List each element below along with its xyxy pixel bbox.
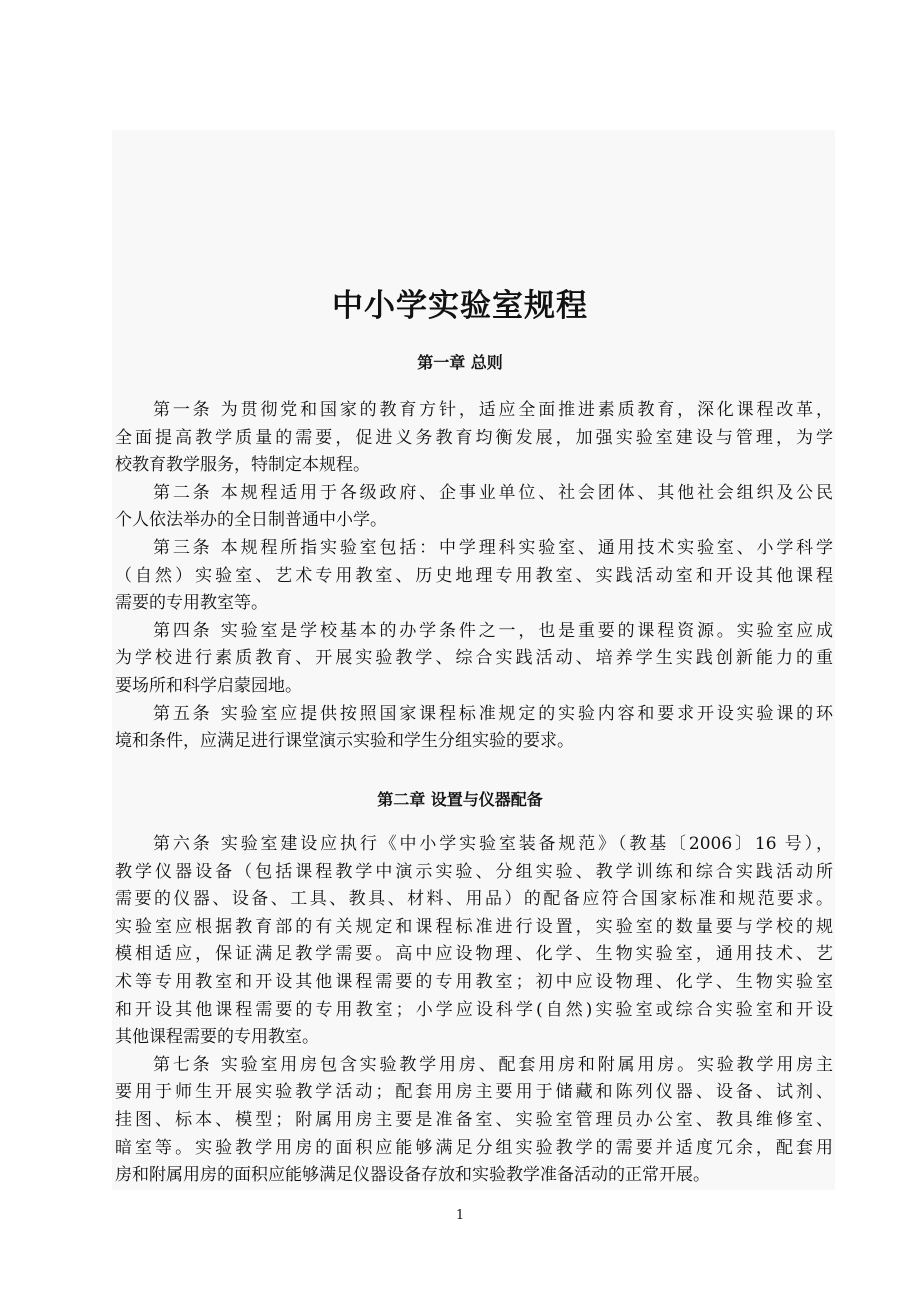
text-line: 第三条 本规程所指实验室包括：中学理科实验室、通用技术实验室、小学科学	[153, 537, 833, 558]
text-line: 术等专用教室和开设其他课程需要的专用教室；初中应设物理、化学、生物实验室	[115, 971, 833, 992]
page-number: 1	[455, 1208, 465, 1223]
text-line: 个人依法举办的全日制普通中小学。	[115, 510, 387, 531]
chapter-1-heading: 第一章 总则	[417, 353, 503, 372]
article-paragraph	[115, 1052, 833, 1190]
text-line: 第七条 实验室用房包含实验教学用房、配套用房和附属用房。实验教学用房主	[153, 1054, 833, 1075]
text-line: 境和条件，应满足进行课堂演示实验和学生分组实验的要求。	[115, 731, 574, 752]
text-line: 第六条 实验室建设应执行《中小学实验室装备规范》（教基〔2006〕16 号），	[153, 834, 833, 854]
text-line: 第二条 本规程适用于各级政府、企事业单位、社会团体、其他社会组织及公民	[153, 482, 833, 503]
text-line: 教学仪器设备（包括课程教学中演示实验、分组实验、教学训练和综合实践活动所	[115, 861, 833, 882]
article-paragraph	[115, 701, 833, 756]
text-line: 为学校进行素质教育、开展实验教学、综合实践活动、培养学生实践创新能力的重	[115, 648, 833, 669]
text-line: 暗室等。实验教学用房的面积应能够满足分组实验教学的需要并适度冗余，配套用	[115, 1137, 833, 1158]
text-line: 实验室应根据教育部的有关规定和课程标准进行设置，实验室的数量要与学校的规	[115, 916, 833, 937]
chapter-2-heading: 第二章 设置与仪器配备	[377, 790, 543, 809]
text-line: 要场所和科学启蒙园地。	[115, 675, 302, 696]
text-line: 其他课程需要的专用教室。	[115, 1027, 319, 1048]
article-paragraph	[115, 397, 833, 480]
article-paragraph	[115, 535, 833, 618]
text-line: （自然）实验室、艺术专用教室、历史地理专用教室、实践活动室和开设其他课程	[115, 565, 833, 586]
text-line: 全面提高教学质量的需要，促进义务教育均衡发展，加强实验室建设与管理，为学	[115, 427, 833, 448]
text-line: 挂图、标本、模型；附属用房主要是准备室、实验室管理员办公室、教具维修室、	[115, 1109, 833, 1130]
text-line: 校教育教学服务，特制定本规程。	[115, 455, 370, 476]
text-line: 需要的专用教室等。	[115, 593, 268, 614]
text-line: 第一条 为贯彻党和国家的教育方针，适应全面推进素质教育，深化课程改革，	[153, 400, 833, 420]
article-paragraph	[115, 480, 833, 535]
text-line: 和开设其他课程需要的专用教室；小学应设科学(自然)实验室或综合实验室和开设	[115, 999, 833, 1020]
chapter-2-body	[115, 831, 833, 1190]
article-paragraph	[115, 618, 833, 701]
text-line: 第五条 实验室应提供按照国家课程标准规定的实验内容和要求开设实验课的环	[153, 703, 833, 724]
text-line: 房和附属用房的面积应能够满足仪器设备存放和实验教学准备活动的正常开展。	[115, 1165, 710, 1186]
text-line: 要用于师生开展实验教学活动；配套用房主要用于储藏和陈列仪器、设备、试剂、	[115, 1082, 833, 1103]
chapter-1-body	[115, 397, 833, 756]
article-paragraph	[115, 831, 833, 1052]
text-line: 需要的仪器、设备、工具、教具、材料、用品）的配备应符合国家标准和规范要求。	[115, 889, 833, 910]
text-line: 第四条 实验室是学校基本的办学条件之一，也是重要的课程资源。实验室应成	[153, 620, 833, 641]
text-line: 模相适应，保证满足教学需要。高中应设物理、化学、生物实验室，通用技术、艺	[115, 944, 833, 965]
document-title: 中小学实验室规程	[332, 288, 588, 324]
